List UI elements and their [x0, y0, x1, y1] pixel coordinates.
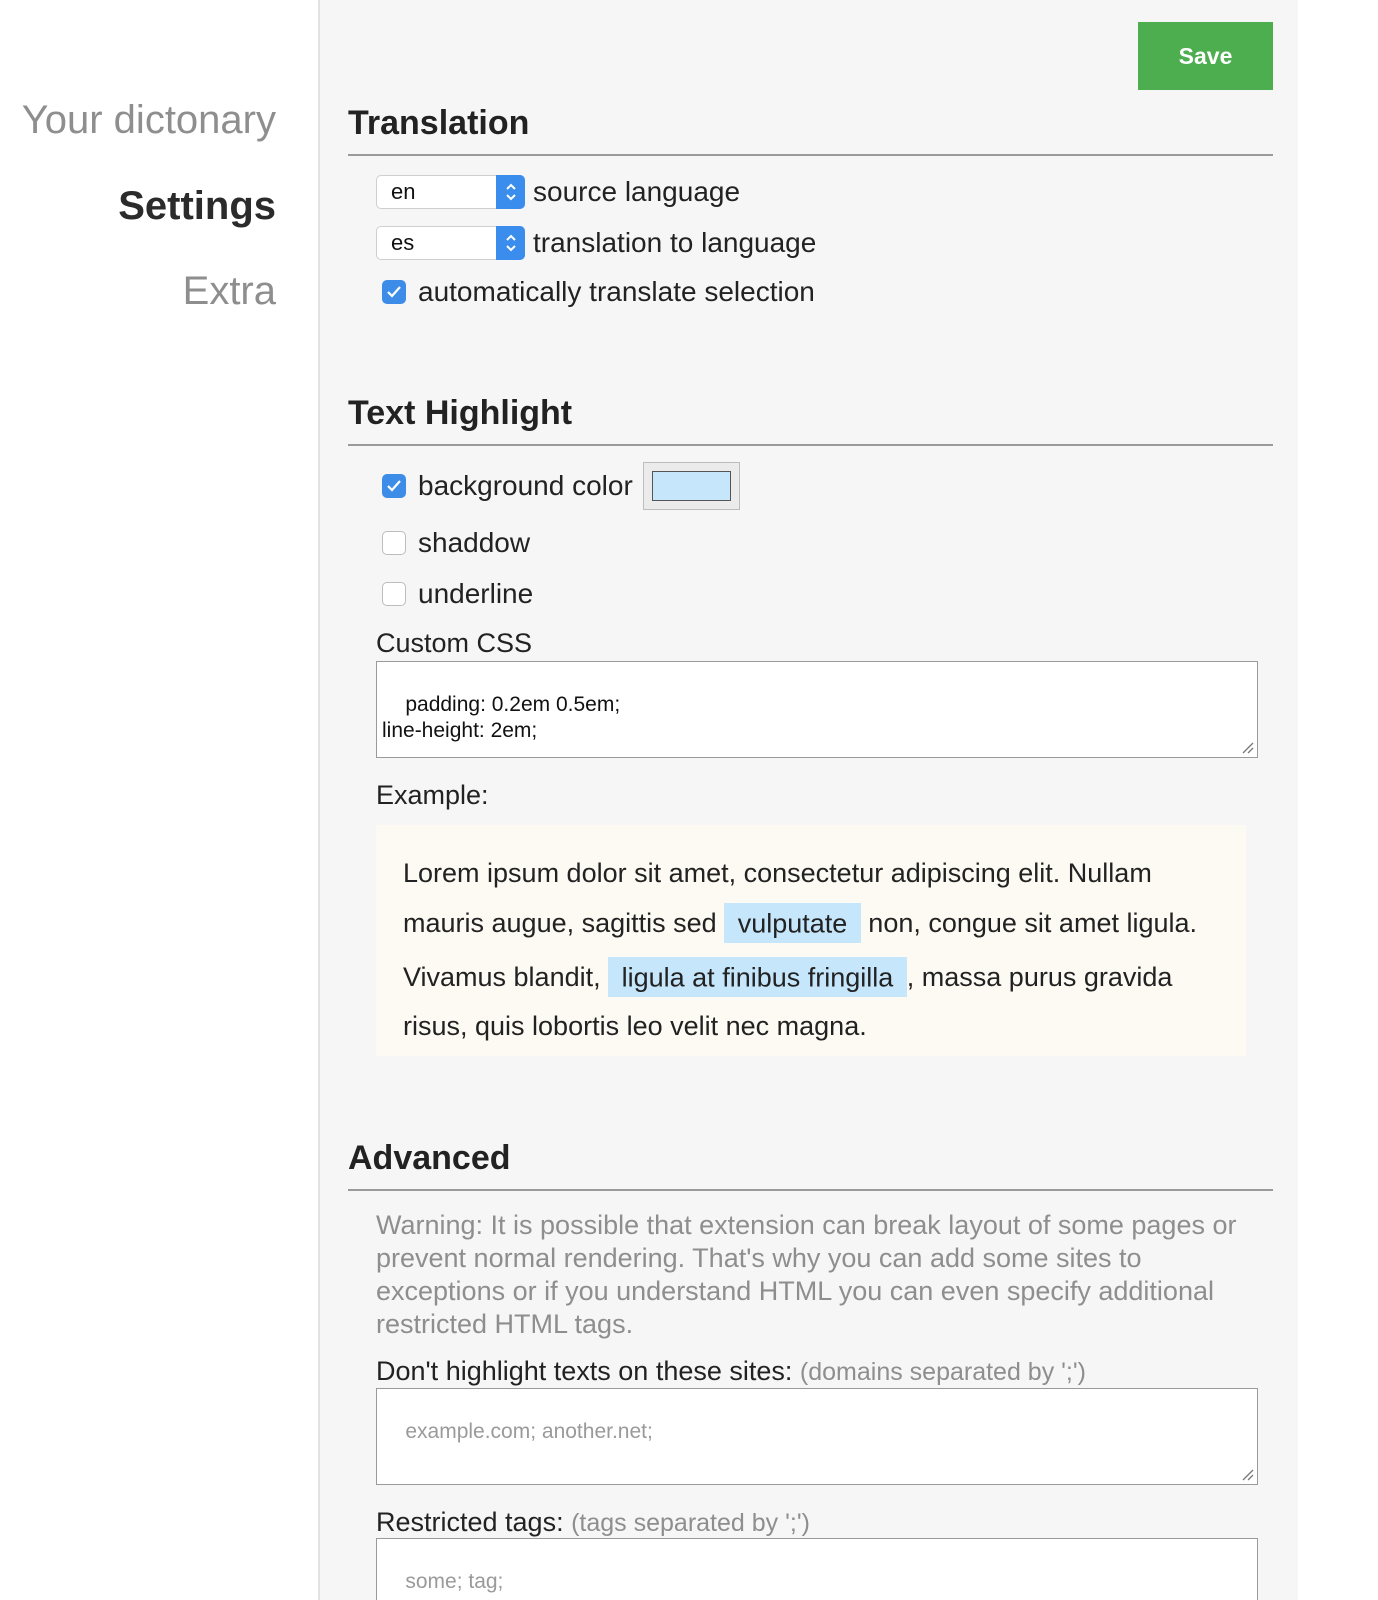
select-arrows-icon [496, 226, 525, 260]
sidebar-item-your-dictionary[interactable]: Your dictonary [21, 98, 276, 142]
restricted-tags-placeholder: some; tag; [405, 1570, 504, 1593]
background-color-checkbox[interactable] [382, 474, 406, 498]
save-button[interactable]: Save [1138, 22, 1273, 90]
excluded-sites-hint: (domains separated by ';') [799, 1358, 1086, 1386]
background-color-row [376, 462, 740, 510]
divider [348, 154, 1273, 156]
example-text: non, congue sit amet ligula. Vivamus blandit, [403, 908, 1198, 992]
example-text: , massa purus gravida risus, quis lobortis leo velit nec magna. [403, 962, 1173, 1041]
example-label: Example: [376, 780, 489, 810]
restricted-tags-label: Restricted tags: [376, 1507, 564, 1537]
source-language-row [376, 175, 740, 209]
color-picker-button[interactable] [643, 462, 740, 510]
source-language-select[interactable] [376, 175, 525, 209]
settings-panel [318, 0, 1298, 1600]
underline-row [376, 578, 533, 610]
custom-css-textarea[interactable] [376, 661, 1258, 758]
source-language-label: source language [533, 176, 741, 207]
excluded-sites-textarea[interactable] [376, 1388, 1258, 1485]
page-margin [1298, 0, 1378, 1600]
underline-label: underline [418, 578, 534, 609]
sidebar-item-extra[interactable]: Extra [182, 269, 276, 313]
advanced-section-title: Advanced [348, 1139, 511, 1177]
divider [348, 444, 1273, 446]
background-color-label: background color [418, 470, 633, 501]
restricted-tags-label-row [376, 1507, 810, 1538]
translation-section-title: Translation [348, 104, 530, 142]
example-text: Lorem ipsum dolor sit amet, consectetur adipiscing elit. Nullam mauris augue, sagittis sed [403, 858, 1152, 938]
source-language-value: en [391, 179, 416, 204]
underline-checkbox[interactable] [382, 582, 406, 606]
select-arrows-icon [496, 175, 525, 209]
custom-css-label: Custom CSS [376, 628, 533, 658]
restricted-tags-textarea[interactable] [376, 1538, 1258, 1600]
restricted-tags-hint: (tags separated by ';') [571, 1509, 810, 1537]
checkmark-icon [386, 479, 402, 493]
resize-grip-icon[interactable] [1241, 1468, 1254, 1481]
target-language-label: translation to language [533, 227, 817, 258]
auto-translate-checkbox[interactable] [382, 280, 406, 304]
shadow-row [376, 527, 530, 559]
custom-css-value: padding: 0.2em 0.5em; line-height: 2em; [382, 693, 621, 742]
target-language-value: es [391, 230, 415, 255]
excluded-sites-label-row [376, 1356, 1086, 1387]
example-highlight: ligula at finibus fringilla [608, 957, 907, 998]
advanced-warning-text: Warning: It is possible that extension can break layout of some pages or prevent normal rendering. That's why you can add some sites to exceptions or if you understand HTML you can even specify additional restricted HTML tags. [376, 1210, 1237, 1339]
auto-translate-row [376, 276, 815, 308]
example-highlight: vulputate [724, 903, 861, 944]
excluded-sites-label: Don't highlight texts on these sites: [376, 1356, 793, 1386]
target-language-row [376, 226, 816, 260]
divider [348, 1189, 1273, 1191]
shadow-checkbox[interactable] [382, 531, 406, 555]
highlight-section-title: Text Highlight [348, 394, 573, 432]
excluded-sites-placeholder: example.com; another.net; [405, 1420, 653, 1443]
target-language-select[interactable] [376, 226, 525, 260]
shadow-label: shaddow [418, 527, 531, 558]
checkmark-icon [386, 285, 402, 299]
sidebar [0, 0, 318, 1600]
sidebar-item-settings[interactable]: Settings [118, 184, 276, 228]
resize-grip-icon[interactable] [1241, 741, 1254, 754]
auto-translate-label: automatically translate selection [418, 276, 815, 307]
color-swatch [652, 471, 731, 501]
highlight-example-preview [376, 825, 1246, 1056]
